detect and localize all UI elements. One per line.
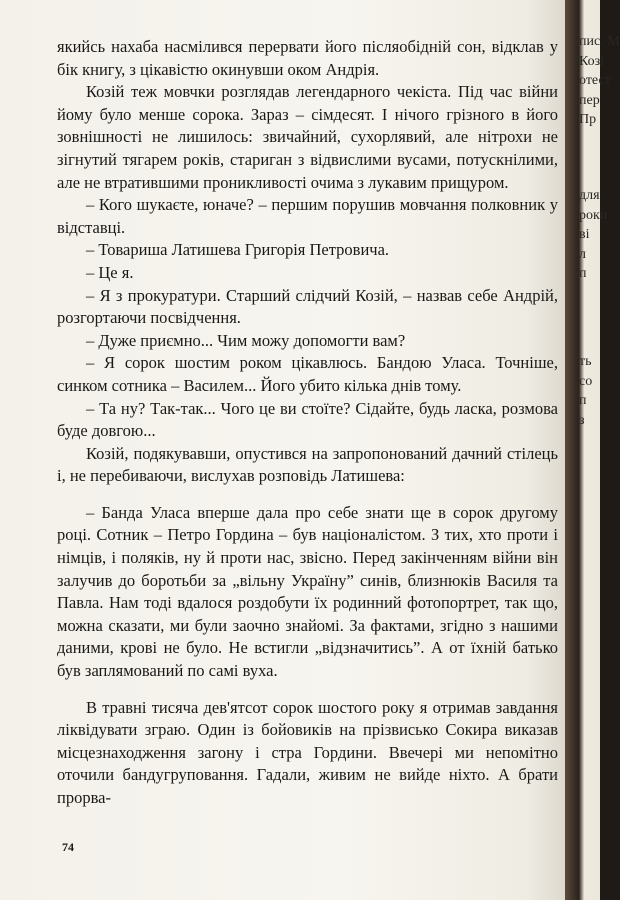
paragraph-4: – Товариша Латишева Григорія Петровича.	[86, 240, 390, 260]
facing-page-edge	[577, 0, 620, 900]
paragraph-2: Козій теж мовчки розглядав легендарного чекіста. Під час війни йому було менше сорока. Зараз – сімдесят. І нічого грізного в його зовнішності не лишилось: звичайний, сухорлявий, але нітрохи не зігнутий тягарем років, стариган з відвислими вусами, потускнілими, але не втратившими проникливості очима з лукавим прищуром.	[57, 82, 558, 192]
paragraph-6: – Я з прокуратури. Старший слідчий Козій, – назвав себе Андрій, розгортаючи посвідчення.	[57, 285, 558, 328]
page-number: 74	[62, 840, 74, 854]
paragraph-9: – Та ну? Так-так... Чого це ви стоїте? Сідайте, будь ласка, розмова буде довгою...	[57, 398, 558, 441]
paragraph-8: – Я сорок шостим роком цікавлюсь. Бандою Уласа. Точніше, синком сотника – Василем... Його убито кілька днів тому.	[57, 353, 558, 395]
paragraph-1: якийсь нахаба насмілився перервати його післяобідній сон, відклав у бік книгу, з цікавістю окинувши оком Андрія.	[57, 37, 558, 79]
facing-page-text-1: пис. М Козі отест пер Пр	[579, 34, 620, 128]
facing-page-text-3: ть со п з	[579, 354, 593, 428]
paragraph-10: Козій, подякувавши, опустився на запропонований дачний стілець і, не перебиваючи, вислухав розповідь Латишева:	[57, 443, 558, 486]
paragraph-12: В травні тисяча дев'ятсот сорок шостого року я отримав завдання ліквідувати зграю. Один із бойовиків на прізвисько Сокира виказав місцезнаходження загону і стра Гордини. Ввечері ми непомітно оточили бандугруповання. Гадали, живим не вийде ніхто. А брати прорва-	[57, 697, 558, 807]
paragraph-11: – Банда Уласа вперше дала про себе знати ще в сорок другому році. Сотник – Петро Гордина – був націоналістом. З тих, хто проти і німців, і поляків, ну й проти нас, звісно. Перед закінченням війни він залучив до боротьби за „вільну Україну” синів, близнюків Василя та Павла. Нам тоді вдалося роздобути їх родинний фотопортрет, так що, можна сказати, ми були заочно знайомі. За фактами, згідно з нашими даними, крові не було. Не встигли „відзначитись”. А от їхній батько був заплямований по самі вуха.	[57, 502, 558, 681]
paragraph-5: – Це я.	[86, 262, 134, 282]
facing-page-text-2: для роки ві л п	[579, 188, 608, 282]
page-text	[57, 36, 558, 810]
paragraph-7: – Дуже приємно... Чим можу допомогти вам?	[86, 330, 406, 350]
paragraph-3: – Кого шукаєте, юначе? – першим порушив мовчання полковник у відставці.	[57, 195, 558, 237]
